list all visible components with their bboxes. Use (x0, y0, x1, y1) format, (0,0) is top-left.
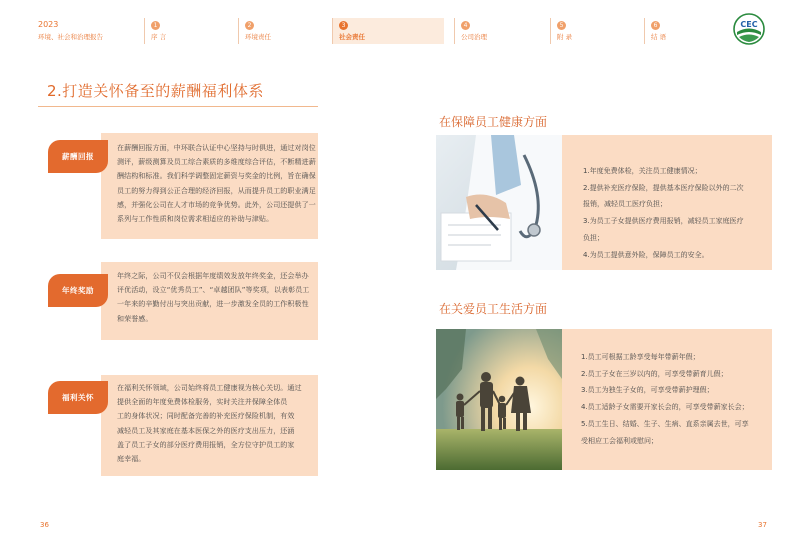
list-item: 1.年度免费体检，关注员工健康情况； (583, 167, 702, 175)
list-item: 2.提供补充医疗保险，提供基本医疗保险以外的二次 (583, 183, 744, 192)
report-title: 环境、社会和治理报告 (38, 33, 103, 41)
section-title: 2.打造关怀备至的薪酬福利体系 (47, 82, 264, 100)
salary-card-text: 在薪酬回报方面，中环联合认证中心坚持与时俱进，通过对岗位 测评，薪级测算及员工综合素质的多维度综合评估，不断精进薪 酬结构和标准。我们科学调整固定薪资与奖金的比例，旨在确保 员工的努力得到公正合理的经济回报，从而提升员工的职业满足 感，并强化公司在人才市场的竞争优势。此外，公司还提供了一 系列与工作性质和岗位需求相适应的补助与津贴。 (117, 144, 316, 224)
welfare-card-text: 在福利关怀领域，公司始终将员工健康视为核心关切。通过 提供全面的年度免费体检服务，实时关注并保障全体员 工的身体状况；同时配备完善的补充医疗保险机制，有效 减轻员工及其家庭在基本医保之外的医疗支出压力，还涵 盖了员工子女的部分医疗费用报销，全方位守护员工的家 庭幸福。 (117, 384, 302, 464)
list-item: 3.为员工子女提供医疗费用报销，减轻员工家庭医疗 (583, 217, 744, 226)
list-item: 负担； (583, 233, 604, 242)
list-item: 5.员工生日、结婚、生子、生病、直系亲属去世，可享 (581, 419, 749, 428)
nav-number-badge: 6 (651, 21, 660, 30)
salary-tag: 薪酬回报 (48, 140, 108, 173)
nav-label: 附 录 (557, 33, 573, 41)
bonus-card-text: 年终之际，公司不仅会根据年度绩效发放年终奖金，还会举办 评优活动，设立“优秀员工”、“卓越团队”等奖项，以表彰员工 一年来的辛勤付出与突出贡献，进一步激发全员的工作积极性 和荣誉感。 (117, 272, 310, 323)
nav-item-environment[interactable] (238, 18, 333, 44)
health-heading: 在保障员工健康方面 (439, 115, 548, 129)
health-list (583, 163, 768, 263)
report-year: 2023 (38, 20, 59, 29)
list-item: 报销，减轻员工医疗负担； (583, 200, 667, 209)
life-list (581, 349, 769, 449)
nav-label: 序 言 (151, 33, 167, 41)
nav-label: 社会责任 (339, 33, 365, 41)
nav-number-badge: 3 (339, 21, 348, 30)
cec-logo-icon (733, 13, 765, 45)
list-item: 1.员工可根据工龄享受每年带薪年假； (581, 353, 700, 361)
list-item: 4.为员工提供意外险，保障员工的安全。 (583, 250, 709, 259)
list-item: 2.员工子女在三岁以内的，可享受带薪育儿假； (581, 369, 728, 378)
nav-number-badge: 1 (151, 21, 160, 30)
nav-number-badge: 5 (557, 21, 566, 30)
nav-item-social[interactable] (332, 18, 445, 44)
nav-item-governance[interactable] (454, 18, 549, 44)
welfare-tag: 福利关怀 (48, 381, 108, 414)
nav-item-conclusion[interactable] (644, 18, 725, 44)
logo-text: CEC (740, 20, 758, 29)
doctor-photo (436, 135, 562, 270)
nav-item-appendix[interactable] (550, 18, 645, 44)
bonus-tag: 年终奖励 (48, 274, 108, 307)
nav-label: 环境责任 (245, 33, 271, 41)
nav-item-preface[interactable] (144, 18, 239, 44)
page-number-right: 37 (758, 521, 767, 529)
nav-number-badge: 2 (245, 21, 254, 30)
life-heading: 在关爱员工生活方面 (439, 302, 548, 316)
list-item: 3.员工为独生子女的，可享受带薪护理假； (581, 386, 714, 395)
nav-label: 结 语 (651, 33, 667, 41)
page-number-left: 36 (40, 521, 49, 529)
family-photo (436, 329, 562, 470)
list-item: 4.员工适龄子女需要开家长会的，可享受带薪家长会； (581, 403, 749, 412)
nav-number-badge: 4 (461, 21, 470, 30)
list-item: 受相应工会福利或慰问； (581, 436, 658, 445)
section-divider (38, 106, 318, 107)
nav-label: 公司治理 (461, 33, 487, 41)
